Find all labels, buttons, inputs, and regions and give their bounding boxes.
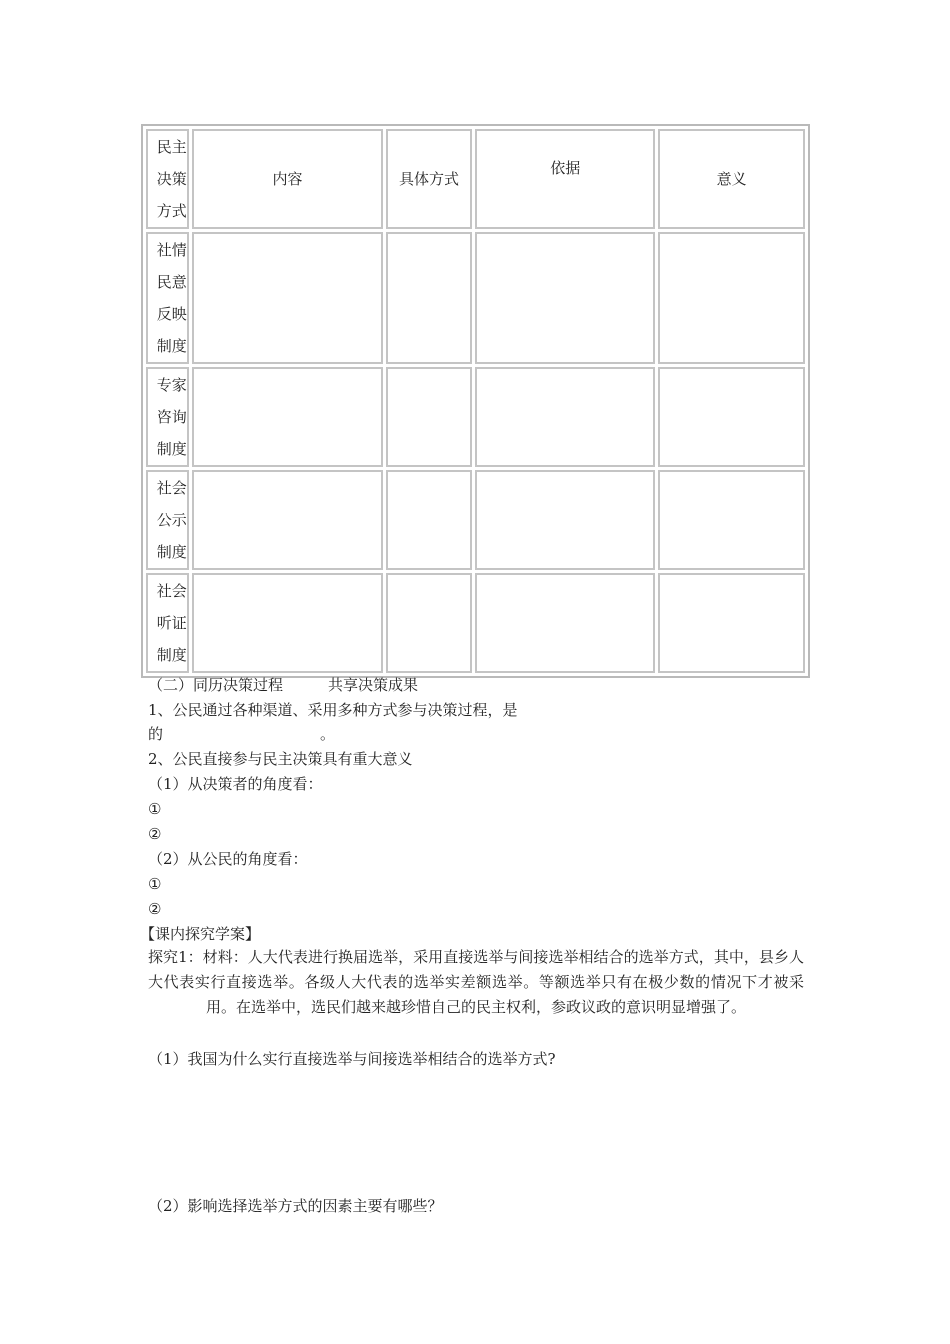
table-cell	[475, 367, 655, 467]
table-row	[146, 367, 805, 467]
table-cell	[386, 573, 473, 673]
row-label: 社会 公示 制度	[146, 470, 189, 570]
item-2-text: 2、公民直接参与民主决策具有重大意义	[148, 750, 413, 768]
item-1-period: 。	[320, 725, 336, 743]
header-method: 民主 决策 方式	[146, 129, 189, 229]
table-cell	[192, 367, 382, 467]
row-label: 社情 民意 反映 制度	[146, 232, 189, 364]
header-specific-way: 具体方式	[386, 129, 473, 229]
table-cell	[386, 470, 473, 570]
table-cell	[192, 470, 382, 570]
table-cell	[192, 573, 382, 673]
table-cell	[658, 367, 805, 467]
header-content: 内容	[192, 129, 382, 229]
table-cell	[658, 573, 805, 673]
answer-marker: ①	[148, 800, 162, 818]
decision-methods-table	[141, 124, 810, 678]
answer-marker: ②	[148, 825, 162, 843]
item-1-continued: 的	[148, 725, 164, 743]
inquiry-question-2: （2）影响选择选举方式的因素主要有哪些？	[148, 1197, 443, 1215]
answer-marker: ②	[148, 900, 162, 918]
inquiry-question-1: （1）我国为什么实行直接选举与间接选举相结合的选举方式?	[148, 1050, 556, 1068]
table-cell	[658, 470, 805, 570]
header-basis: 依据	[475, 129, 655, 229]
table-cell	[658, 232, 805, 364]
item-1-text: 1、公民通过各种渠道、采用多种方式参与决策过程，是	[148, 701, 518, 719]
row-label: 专家 咨询 制度	[146, 367, 189, 467]
header-significance: 意义	[658, 129, 805, 229]
table-row	[146, 232, 805, 364]
section-heading: （二）同历决策过程 共享决策成果	[148, 676, 419, 694]
table-header-row	[146, 129, 805, 229]
inquiry-heading: 【课内探究学案】	[140, 925, 261, 943]
table-row	[146, 470, 805, 570]
sub-question-1: （1）从决策者的角度看：	[148, 775, 323, 793]
table-cell	[475, 470, 655, 570]
inquiry-material: 探究1：材料：人大代表进行换届选举，采用直接选举与间接选举相结合的选举方式，其中，县乡人大代表实行直接选举。各级人大代表的选举实差额选举。等额选举只有在极少数的情况下才被采用。在选举中，选民们越来越珍惜自己的民主权利，参政议政的意识明显增强了。	[148, 948, 804, 1016]
table-cell	[192, 232, 382, 364]
answer-marker: ①	[148, 875, 162, 893]
table-cell	[386, 232, 473, 364]
table-cell	[475, 232, 655, 364]
sub-question-2: （2）从公民的角度看：	[148, 850, 308, 868]
table-cell	[386, 367, 473, 467]
row-label: 社会 听证 制度	[146, 573, 189, 673]
table-cell	[475, 573, 655, 673]
table-row	[146, 573, 805, 673]
